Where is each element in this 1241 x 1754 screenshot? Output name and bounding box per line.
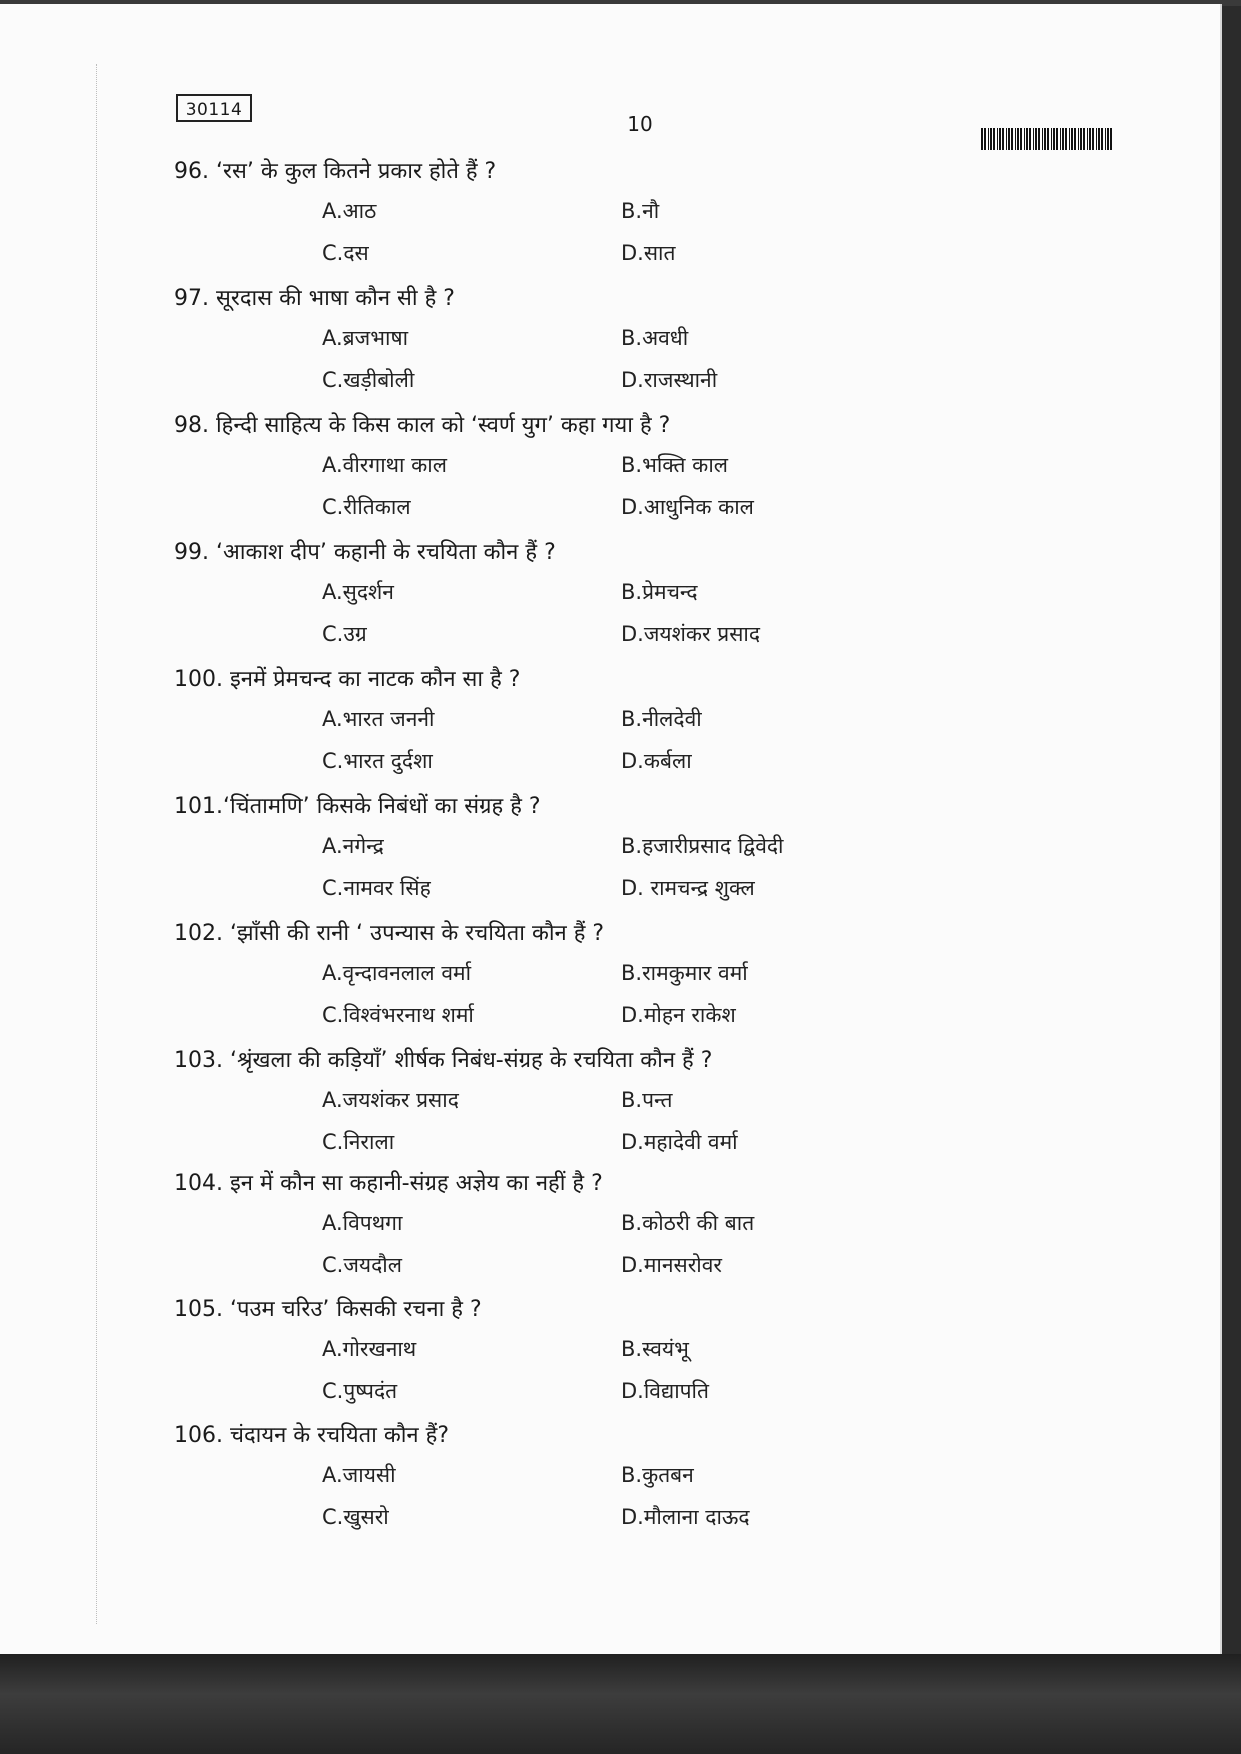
option-c: C.रीतिकाल <box>322 495 411 519</box>
question-106 <box>174 1420 1154 1547</box>
question-98 <box>174 410 1154 537</box>
option-b: B.भक्ति काल <box>621 453 728 477</box>
option-c: C.पुष्पदंत <box>322 1379 398 1403</box>
question-text: 100. इनमें प्रेमचन्द का नाटक कौन सा है ? <box>174 667 521 692</box>
question-105 <box>174 1294 1154 1421</box>
option-c: C.खुसरो <box>322 1505 389 1529</box>
option-a: A.वीरगाथा काल <box>322 453 447 477</box>
option-c: C.विश्वंभरनाथ शर्मा <box>322 1003 474 1027</box>
option-d: D.राजस्थानी <box>621 368 718 392</box>
option-b: B.प्रेमचन्द <box>621 580 698 604</box>
option-d: D.सात <box>621 241 676 265</box>
option-c: C.भारत दुर्दशा <box>322 749 433 773</box>
option-d: D.मानसरोवर <box>621 1253 722 1277</box>
option-b: B.कोठरी की बात <box>621 1211 755 1235</box>
option-a: A.विपथगा <box>322 1211 403 1235</box>
question-text: 104. इन में कौन सा कहानी-संग्रह अज्ञेय का नहीं है ? <box>174 1171 603 1196</box>
option-a: A.आठ <box>322 199 377 223</box>
option-c: C.खड़ीबोली <box>322 368 415 392</box>
scanner-background <box>0 1654 1241 1754</box>
option-b: B.नीलदेवी <box>621 707 702 731</box>
option-d: D.जयशंकर प्रसाद <box>621 622 761 646</box>
option-b: B.कुतबन <box>621 1463 694 1487</box>
option-a: A.भारत जननी <box>322 707 435 731</box>
question-text: 96. ‘रस’ के कुल कितने प्रकार होते हैं ? <box>174 159 497 184</box>
question-text: 97. सूरदास की भाषा कौन सी है ? <box>174 286 455 311</box>
option-b: B.स्वयंभू <box>621 1337 689 1361</box>
option-b: B.हजारीप्रसाद द्विवेदी <box>621 834 784 858</box>
question-99 <box>174 537 1154 664</box>
question-97 <box>174 283 1154 410</box>
question-100 <box>174 664 1154 791</box>
option-b: B.रामकुमार वर्मा <box>621 961 748 985</box>
option-a: A.जयशंकर प्रसाद <box>322 1088 459 1112</box>
question-text: 103. ‘श्रृंखला की कड़ियाँ’ शीर्षक निबंध-संग्रह के रचयिता कौन हैं ? <box>174 1048 713 1073</box>
option-c: C.निराला <box>322 1130 395 1154</box>
question-text: 105. ‘पउम चरिउ’ किसकी रचना है ? <box>174 1297 482 1322</box>
option-a: A.जायसी <box>322 1463 396 1487</box>
question-96 <box>174 156 1154 283</box>
question-text: 101.‘चिंतामणि’ किसके निबंधों का संग्रह है ? <box>174 794 541 819</box>
question-text: 102. ‘झाँसी की रानी ‘ उपन्यास के रचयिता कौन हैं ? <box>174 921 605 946</box>
option-a: A.सुदर्शन <box>322 580 394 604</box>
option-a: A.ब्रजभाषा <box>322 326 409 350</box>
question-104 <box>174 1168 1154 1295</box>
question-text: 99. ‘आकाश दीप’ कहानी के रचयिता कौन हैं ? <box>174 540 556 565</box>
option-c: C.उग्र <box>322 622 367 646</box>
option-c: C.नामवर सिंह <box>322 876 431 900</box>
option-a: A.नगेन्द्र <box>322 834 384 858</box>
option-c: C.जयदौल <box>322 1253 402 1277</box>
option-d: D.कर्बला <box>621 749 692 773</box>
question-list <box>0 4 1222 1654</box>
option-d: D.आधुनिक काल <box>621 495 754 519</box>
option-a: A.वृन्दावनलाल वर्मा <box>322 961 472 985</box>
option-b: B.अवधी <box>621 326 689 350</box>
question-text: 98. हिन्दी साहित्य के किस काल को ‘स्वर्ण युग’ कहा गया है ? <box>174 413 671 438</box>
option-d: D.मोहन राकेश <box>621 1003 736 1027</box>
paper-code-box: 30114 <box>176 94 252 122</box>
question-103 <box>174 1045 1154 1172</box>
option-c: C.दस <box>322 241 369 265</box>
option-b: B.पन्त <box>621 1088 673 1112</box>
question-101 <box>174 791 1154 918</box>
question-102 <box>174 918 1154 1045</box>
option-b: B.नौ <box>621 199 660 223</box>
option-a: A.गोरखनाथ <box>322 1337 417 1361</box>
option-d: D. रामचन्द्र शुक्ल <box>621 876 755 900</box>
option-d: D.मौलाना दाऊद <box>621 1505 750 1529</box>
option-d: D.विद्यापति <box>621 1379 709 1403</box>
exam-page <box>0 4 1222 1654</box>
page-number: 10 <box>627 112 653 136</box>
question-text: 106. चंदायन के रचयिता कौन हैं? <box>174 1423 449 1448</box>
option-d: D.महादेवी वर्मा <box>621 1130 738 1154</box>
